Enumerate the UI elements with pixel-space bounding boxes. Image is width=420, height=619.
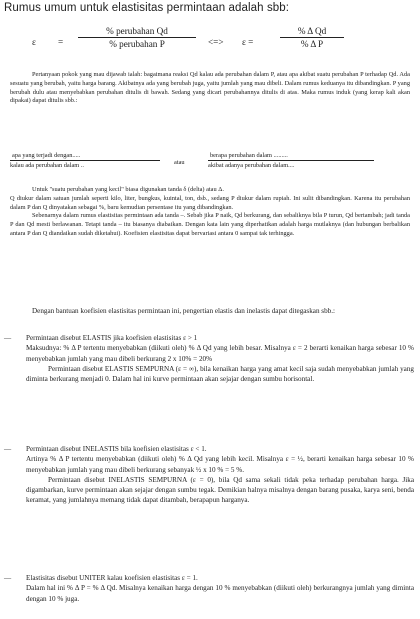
paragraph-group (10, 186, 410, 239)
fraction-2-numerator: % Δ Qd (280, 26, 344, 38)
item-2-line-3: Permintaan disebut INELASTIS SEMPURNA (ε = 0), bila Qd sama sekali tidak peka terhadap perubahan harga. Jika digambarkan, kurve permintaan akan sejajar dengan sumbu tegak. Demikian halnya misalnya dengan barang pusaka, karya seni, benda keramat, yang jumlahnya memang tidak dapat ditambah, berapapun harganya. (26, 475, 414, 505)
item-dash: — (4, 334, 12, 342)
elasticity-formula (30, 26, 390, 60)
formula2-left-denominator: kalau ada perubahan dalam .. (10, 162, 84, 169)
item-dash: — (4, 445, 12, 453)
fraction-2-denominator: % Δ P (300, 39, 324, 49)
formula2-right-denominator: akibat adanya perubahan dalam.... (208, 162, 295, 169)
paragraph-5: Dengan bantuan koefisien elastisitas permintaan ini, pengertian elastis dan inelastis dapat ditegaskan sbb.: (32, 307, 335, 315)
paragraph-5-block (10, 306, 412, 316)
formula-fraction-2 (280, 26, 344, 49)
paragraph-2: Untuk "suatu perubahan yang kecil" biasa digunakan tanda δ (delta) atau Δ. (32, 186, 224, 193)
paragraph-4: Sebenarnya dalam rumus elastisitas permintaan ada tanda –. Sebab jika P naik, Qd berkurang, dan sebaliknya bila P turun, Qd bertambah; jadi tanda P dan Qd mesti berlawanan. Tetapi tanda – itu biasanya diabaikan. Dengan kata lain yang diperhatikan adalah harga mutlaknya (dan hubungan berbalikan antara P dan Q diandaikan sudah diketahui). Koefisien elastisitas dapat bervariasi antara 0 sampai tak terhingga. (10, 212, 410, 237)
item-1-line-3: Permintaan disebut ELASTIS SEMPURNA (ε = ∞), bila kenaikan harga yang amat kecil saja sudah menyebabkan jumlah yang diminta berkurang menjadi 0. Dalam hal ini kurve permintaan akan sejajar dengan sumbu horisontal. (26, 364, 414, 384)
item-1-line-2: Maksudnya: % Δ P tertentu menyebabkan (diikuti oleh) % Δ Qd yang lebih besar. Misalnya ε = 2 berarti kenaikan harga sebesar 10 % menyebabkan jumlah yang mau dibeli berkurang 2 x 10% = 20% (26, 344, 414, 363)
fraction-1-numerator: % perubahan Qd (78, 26, 196, 38)
formula-equivalence: <=> (208, 37, 224, 47)
formula2-left-numerator: apa yang terjadi dengan..... (10, 152, 160, 161)
paragraph-intro (10, 71, 410, 106)
page-heading: Rumus umum untuk elastisitas permintaan adalah sbb: (4, 2, 290, 14)
formula-eq: = (58, 37, 64, 47)
formula-lhs: ε (32, 37, 36, 47)
paragraph-3: Q diukur dalam satuan jumlah seperti kilo, liter, bungkus, kuintal, ton, dsb., sedang P diukur dalam rupiah. Ini sulit dibandingkan. Karena itu perubahan dalam P dan Q dinyatakan sebagai %, baru kemudian persentase itu yang dibandingkan. (10, 194, 410, 211)
formula2-right-numerator: berapa perubahan dalam ......... (208, 152, 374, 161)
formula2-left (10, 152, 160, 169)
item-2-line-2: Artinya % Δ P tertentu menyebabkan (diikuti oleh) % Δ Qd yang lebih kecil. Misalnya ε = ½, berarti kenaikan harga sebesar 10 % menyebabkan jumlah yang mau dibeli berkurang sebanyak ½ x 10 % = 5 %. (26, 455, 414, 474)
item-3-line-2: Dalam hal ini % Δ P = % Δ Qd. Misalnya kenaikan harga dengan 10 % menyebabkan (diikuti oleh) berkurangnya jumlah yang diminta dengan 10 % juga. (26, 584, 414, 603)
item-3-line-1: Elastisitas disebut UNITER kalau koefisien elastisitas ε = 1. (26, 574, 198, 582)
item-dash: — (4, 574, 12, 582)
formula2-right (208, 152, 374, 169)
formula-fraction-1 (78, 26, 196, 49)
fraction-1-denominator: % perubahan P (109, 39, 165, 49)
paragraph-1: Pertanyaan pokok yang mau dijawab ialah: bagaimana reaksi Qd kalau ada perubahan dalam P, atau apa akibat suatu perubahan P terhadap Qd. Ada sesuatu yang berubah, yaitu harga barang. Akibatnya ada yang berubah juga, yaitu jumlah yang mau dibeli. Dalam rumus keduanya itu dibandingkan. P yang berubah dulu atau menyebabkan perubahan ditulis di bawah. Sedang yang dicari perubahannya ditulis di atas. Maka rumus induk (yang kerap kali akan dipakai) dapat ditulis sbb.: (10, 71, 410, 105)
item-1-line-1: Permintaan disebut ELASTIS jika koefisien elastisitas ε > 1 (26, 334, 198, 342)
item-2-line-1: Permintaan disebut INELASTIS bila koefisien elastisitas ε < 1. (26, 445, 207, 453)
formula-lhs-2: ε = (242, 37, 254, 47)
formula2-or: atau (174, 159, 185, 166)
